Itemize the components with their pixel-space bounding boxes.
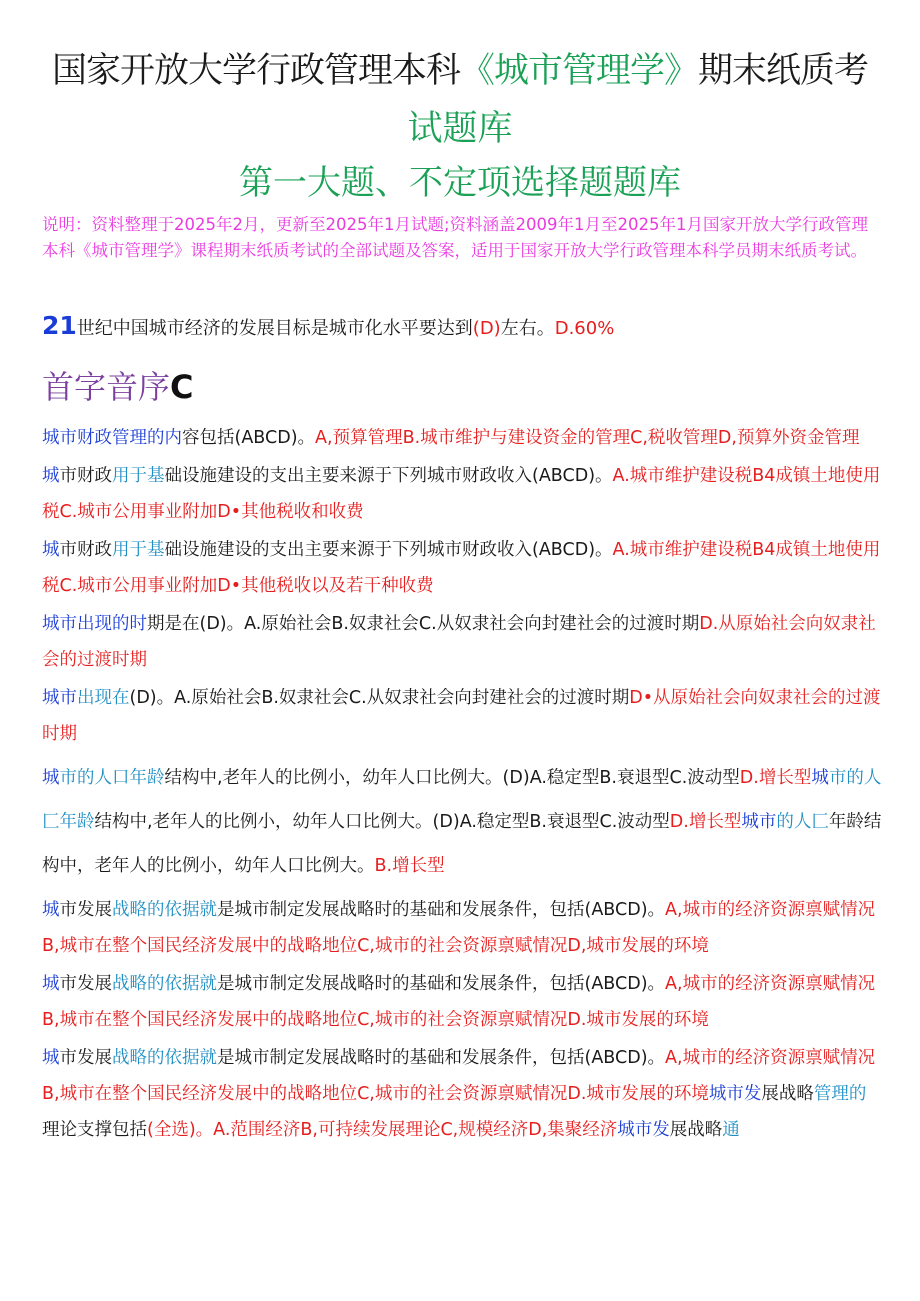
answer-letter: (D) [472,318,501,339]
list-item: 城市的人口年龄结构中,老年人的比例小，幼年人口比例大。(D)A.稳定型B.衰退型C.波动型D.增长型城市的人匚年龄结构中,老年人的比例小，幼年人口比例大。(D)A.稳定型B.衰退型C.波动型D.增长型城市的人匚年龄结构中，老年人的比例小，幼年人口比例大。B.增长型 [42,768,882,876]
title-part-c: 期末纸质考 [698,51,869,91]
answer-text: A,城市的经济资源禀赋情况B,城市在整个国民经济发展中的战略地位C,城市的社会资源禀赋情况D.城市发展的环境 [42,974,876,1030]
list-item: 城市发展战略的依据就是城市制定发展战略时的基础和发展条件，包括(ABCD)。A,城市的经济资源禀赋情况B,城市在整个国民经济发展中的战略地位C,城市的社会资源禀赋情况D.城市发展的环境 [42,974,876,1030]
answer-text: A,城市的经济资源禀赋情况B,城市在整个国民经济发展中的战略地位C,城市的社会资源禀赋情况D,城市发展的环境 [42,900,876,956]
section-title: 第一大题、不定项选择题题库 [239,163,681,203]
question-number: 21 [42,311,77,340]
question-list [42,420,882,1148]
answer-text: A,预算管理B.城市维护与建设资金的管理C,税收管理D,预算外资金管理 [315,428,860,448]
letter-section-letter: C [170,368,194,406]
question-text: 世纪中国城市经济的发展目标是城市化水平要达到 [76,318,473,339]
title-course-name: 《城市管理学》 [459,51,698,91]
answer-text: D.增长型 [739,768,812,788]
list-item: 城市财政用于基础设施建设的支出主要来源于下列城市财政收入(ABCD)。A.城市维护建设税B4成镇土地使用税C.城市公用事业附加D•其他税收和收费 [42,466,881,522]
list-item: 城市发展战略的依据就是城市制定发展战略时的基础和发展条件，包括(ABCD)。A,城市的经济资源禀赋情况B,城市在整个国民经济发展中的战略地位C,城市的社会资源禀赋情况D,城市发展的环境 [42,900,876,956]
answer-text: A.范围经济B,可持续发展理论C,规模经济D,集聚经济 [213,1120,618,1140]
document-title [0,48,920,94]
answer-text: A.城市维护建设税B4成镇土地使用税C.城市公用事业附加D•其他税收和收费 [42,466,881,522]
question-tail: 左右。 [500,318,555,339]
document-title-line2: 试题库 [407,109,513,149]
answer-text: D.增长型 [669,812,742,832]
answer-text: A.城市维护建设税B4成镇土地使用税C.城市公用事业附加D•其他税收以及若干种收费 [42,540,881,596]
title-part-a: 国家开放大学行政管理本科 [51,51,460,91]
letter-section-heading [42,364,194,410]
answer-text: A,城市的经济资源禀赋情况B,城市在整个国民经济发展中的战略地位C,城市的社会资源禀赋情况D.城市发展的环境 [42,1048,876,1104]
answer-text: D•从原始社会向奴隶社会的过渡时期 [42,688,881,744]
question-21 [42,310,892,345]
list-item: 城市财政用于基础设施建设的支出主要来源于下列城市财政收入(ABCD)。A.城市维护建设税B4成镇土地使用税C.城市公用事业附加D•其他税收以及若干种收费 [42,540,881,596]
answer-text: B.增长型 [374,856,445,876]
list-item: 城市出现在(D)。A.原始社会B.奴隶社会C.从奴隶社会向封建社会的过渡时期D•从原始社会向奴隶社会的过渡时期 [42,688,881,744]
answer-text: D.60% [554,318,615,339]
list-item: 城市出现的时期是在(D)。A.原始社会B.奴隶社会C.从奴隶社会向封建社会的过渡时期D.从原始社会向奴隶社会的过渡时期 [42,614,876,670]
answer-text: D.从原始社会向奴隶社会的过渡时期 [42,614,876,670]
letter-section-label: 首字音序 [42,368,171,406]
document-note: 说明：资料整理于2025年2月，更新至2025年1月试题;资料涵盖2009年1月至2025年1月国家开放大学行政管理本科《城市管理学》课程期末纸质考试的全部试题及答案，适用于国家开放大学行政管理本科学员期末纸质考试。 [42,215,869,260]
list-item: 城市发展战略的依据就是城市制定发展战略时的基础和发展条件，包括(ABCD)。A,城市的经济资源禀赋情况B,城市在整个国民经济发展中的战略地位C,城市的社会资源禀赋情况D.城市发展的环境城市发展战略管理的理论支撑包括(全选)。A.范围经济B,可持续发展理论C,规模经济D,集聚经济城市发展战略通 [42,1048,876,1140]
list-item: 城市财政管理的内容包括(ABCD)。A,预算管理B.城市维护与建设资金的管理C,税收管理D,预算外资金管理 [42,428,860,448]
